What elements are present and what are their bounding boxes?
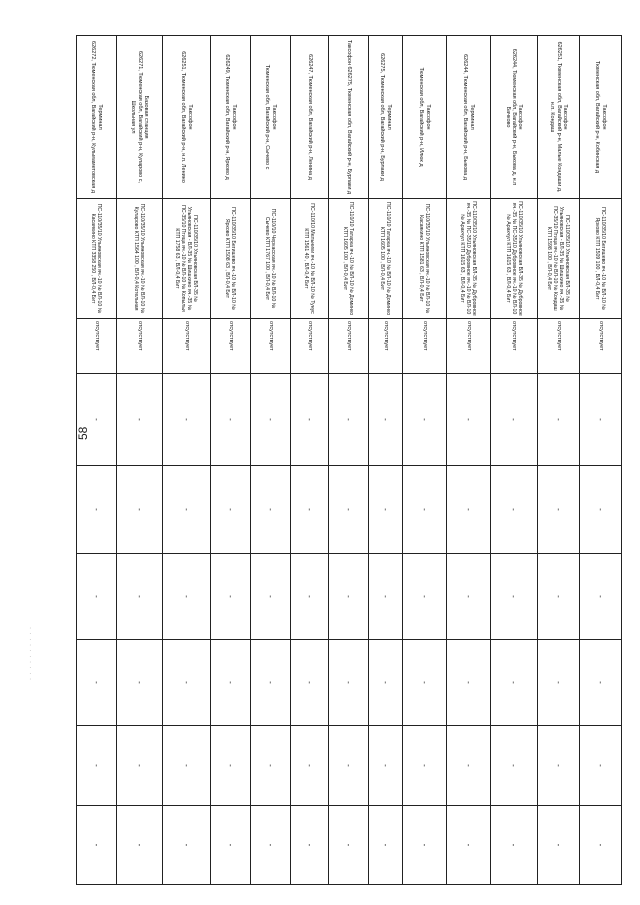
dash-cell: - [211, 374, 251, 466]
status-cell: отсутствует [580, 319, 622, 374]
dash-cell: - [251, 466, 291, 554]
table-row [369, 36, 403, 885]
table-row [291, 36, 329, 885]
dash-cell: - [211, 466, 251, 554]
table-body [77, 36, 622, 885]
location-cell: Таксофон 626249, Тюменская обл, Вагайский р-н, Ярково д [211, 36, 251, 199]
table-row [447, 36, 491, 885]
status-cell: отсутствует [117, 319, 163, 374]
dash-cell: - [580, 640, 622, 726]
dash-cell: - [369, 640, 403, 726]
dash-cell: - [369, 806, 403, 885]
location-cell: Терминал 626272, Тюменская обл, Вагайский р-н, Кульмаметовская д [77, 36, 117, 199]
page-number: 58 [76, 426, 90, 440]
dash-cell: - [117, 806, 163, 885]
location-cell: Таксофон Тюменская обл, Вагайский р-н, Кобинская д [580, 36, 622, 199]
table-row [211, 36, 251, 885]
dash-cell: - [251, 726, 291, 806]
dash-cell: - [403, 374, 447, 466]
dash-cell: - [329, 374, 369, 466]
dash-cell: - [491, 374, 538, 466]
table-row [329, 36, 369, 885]
dash-cell: - [369, 726, 403, 806]
dash-cell: - [538, 726, 580, 806]
dash-cell: - [291, 374, 329, 466]
dash-cell: - [329, 726, 369, 806]
dash-cell: - [329, 554, 369, 640]
location-cell: Терминал 626275, Тюменская обл, Вагайский р-н, Бурлаки д [369, 36, 403, 199]
supply-line-cell: ПС-110/35/10 Ульяновская ВЛ-35 № Ульяновская - ВЛ-35 № Шишкино яч.-35 № ПС-35/10 Птица яч.-10 № ВЛ-10 № Кондаш КТП 1598 100 , ВЛ-0,4 Бит [538, 199, 580, 319]
dash-cell: - [538, 640, 580, 726]
supply-line-cell: ПС-110/35/10 Ульяновская яч.-10 № ВЛ-10 № Касаякино КТП 3358 250 , ВЛ-0,4 Бит [77, 199, 117, 319]
supply-line-cell: ПС-110/35/10 Ульяновская ВЛ-35 № Дубровное яч.-35 № ПС-35/10 Дубровное яч.-10 № ВЛ-10 № Аракчул КТП 1615 63 , ВЛ-0,4 Бит [447, 199, 491, 319]
dash-cell: - [211, 806, 251, 885]
dash-cell: - [117, 466, 163, 554]
dash-cell: - [211, 640, 251, 726]
dash-cell: - [491, 806, 538, 885]
location-cell: 626247, Тюменская обл, Вагайский р-н, Ленина д [291, 36, 329, 199]
dash-cell: - [117, 640, 163, 726]
dash-cell: - [403, 466, 447, 554]
status-cell: отсутствует [211, 319, 251, 374]
table-row [538, 36, 580, 885]
dash-cell: - [538, 374, 580, 466]
supply-line-cell: ПС-110/35/10 Бегишево яч.-10 № ВЛ-10 № Ярково КТП 1508 63 , ВЛ-0,4 Бит [211, 199, 251, 319]
dash-cell: - [491, 640, 538, 726]
dash-cell: - [447, 466, 491, 554]
dash-cell: - [538, 466, 580, 554]
dash-cell: - [77, 554, 117, 640]
table-row [403, 36, 447, 885]
table-row [251, 36, 291, 885]
dash-cell: - [447, 554, 491, 640]
dash-cell: - [291, 806, 329, 885]
supply-line-cell: ПС-110/10 Татарка яч.-10 № ВЛ-10 № Доминко КТП 1605 100 , ВЛ-0,4 Бит [329, 199, 369, 319]
dash-cell: - [538, 806, 580, 885]
supply-line-cell: ПС-110/35/10 Бегишево яч.-10 № ВЛ-10 № Ярково КТП 1509 100 , ВЛ-0,4 Бит [580, 199, 622, 319]
dash-cell: - [447, 640, 491, 726]
dash-cell: - [77, 806, 117, 885]
dash-cell: - [580, 806, 622, 885]
supply-line-cell: ПС-110/10 Татарка яч.-10 № ВЛ-10 № Доминко КТП 1605 100 , ВЛ-0,4 Бит [369, 199, 403, 319]
status-cell: отсутствует [538, 319, 580, 374]
dash-cell: - [403, 726, 447, 806]
dash-cell: - [329, 466, 369, 554]
dash-cell: - [580, 374, 622, 466]
location-cell: Таксофон 626251, Тюменская обл, Вагайский р-н, н.п. Ленино [163, 36, 211, 199]
dash-cell: - [369, 374, 403, 466]
dash-cell: - [163, 806, 211, 885]
dash-cell: - [163, 374, 211, 466]
dash-cell: - [163, 466, 211, 554]
dash-cell: - [580, 726, 622, 806]
dash-cell: - [77, 640, 117, 726]
dash-cell: - [580, 466, 622, 554]
dash-cell: - [117, 726, 163, 806]
supply-line-cell: ПС-110/35/10 Ульяновская ВЛ-35 № Дубровное яч.-35 № ПС-35/10 Дубровное яч.-10 № ВЛ-10 № Аракчул КТП 1615 63 , ВЛ-0,4 Бит [491, 199, 538, 319]
location-cell: Таксофон 626275, Тюменская обл, Вагайский р-н, Бурлаки д [329, 36, 369, 199]
dash-cell: - [403, 640, 447, 726]
supply-line-cell: ПС-110/10 Мельники яч.-10 № ВЛ-10 № Тунус КТП 1561 40 , ВЛ-0,4 Бит [291, 199, 329, 319]
dash-cell: - [491, 726, 538, 806]
dash-cell: - [251, 554, 291, 640]
dash-cell: - [447, 806, 491, 885]
status-cell: отсутствует [491, 319, 538, 374]
supply-line-cell: ПС-110/35/10 Ульяновская ВЛ-35 № Ульяновская - ВЛ-35 № Шишкино яч.-35 № ПС-35/10 Птица яч.-10 № ВЛ-10 № Копыльи КТП 1758 63 , ВЛ-0,4 Бит [163, 199, 211, 319]
location-cell: Таксофон Тюменская обл, Вагайский р-н, Илюк д [403, 36, 447, 199]
dash-cell: - [329, 806, 369, 885]
location-cell: Таксофон 626251, Тюменская обл, Вагайский р-н, Малые Кондаши д, н.п. Кондаш [538, 36, 580, 199]
scan-artifact-text: · · · · · · · · · · [28, 626, 34, 680]
dash-cell: - [77, 374, 117, 466]
dash-cell: - [291, 726, 329, 806]
status-cell: отсутствует [369, 319, 403, 374]
dash-cell: - [211, 554, 251, 640]
dash-cell: - [163, 726, 211, 806]
supply-line-cell: ПС-110/10 Черкасская яч.-10 № ВЛ-10 № Сычево КТП 1767 100 , ВЛ-0,4 Бит [251, 199, 291, 319]
dash-cell: - [291, 554, 329, 640]
dash-cell: - [369, 466, 403, 554]
data-table [76, 35, 622, 885]
dash-cell: - [211, 726, 251, 806]
supply-line-cell: ПС-110/35/10 Ульяновская яч.-10 № ВЛ-10 № Куларово КТП 1564 100 , ВЛ-0,4 Котельная [117, 199, 163, 319]
dash-cell: - [251, 806, 291, 885]
dash-cell: - [447, 374, 491, 466]
dash-cell: - [291, 466, 329, 554]
dash-cell: - [491, 554, 538, 640]
status-cell: отсутствует [251, 319, 291, 374]
status-cell: отсутствует [403, 319, 447, 374]
dash-cell: - [163, 640, 211, 726]
location-cell: Терминал 626244, Тюменская обл, Вагайский р-н, Быкова д [447, 36, 491, 199]
dash-cell: - [163, 554, 211, 640]
table-row [117, 36, 163, 885]
supply-line-cell: ПС-110/35/10 Ульяновская яч.-10 № ВЛ-10 № Касаякино КТП 1581 63 , ВЛ-0,4 Бит [403, 199, 447, 319]
status-cell: отсутствует [77, 319, 117, 374]
rotated-table-container [90, 35, 622, 884]
location-cell: Таксофон 626244, Тюменская обл, Вагайский р-н, Быкова д, н.п Бачково [491, 36, 538, 199]
dash-cell: - [580, 554, 622, 640]
dash-cell: - [403, 806, 447, 885]
table-row [580, 36, 622, 885]
dash-cell: - [117, 554, 163, 640]
status-cell: отсутствует [163, 319, 211, 374]
dash-cell: - [403, 554, 447, 640]
dash-cell: - [77, 726, 117, 806]
table-row [77, 36, 117, 885]
status-cell: отсутствует [291, 319, 329, 374]
dash-cell: - [447, 726, 491, 806]
dash-cell: - [369, 554, 403, 640]
dash-cell: - [291, 640, 329, 726]
dash-cell: - [251, 640, 291, 726]
dash-cell: - [77, 466, 117, 554]
location-cell: Таксофон Тюменская обл, Вагайский р-н, Сычево с [251, 36, 291, 199]
status-cell: отсутствует [329, 319, 369, 374]
table-row [491, 36, 538, 885]
dash-cell: - [538, 554, 580, 640]
dash-cell: - [251, 374, 291, 466]
dash-cell: - [329, 640, 369, 726]
status-cell: отсутствует [447, 319, 491, 374]
dash-cell: - [491, 466, 538, 554]
table-row [163, 36, 211, 885]
dash-cell: - [117, 374, 163, 466]
location-cell: Базовая станция 626271, Тюменская обл, Вагайский р-н, Куларово с, Школьная ул [117, 36, 163, 199]
